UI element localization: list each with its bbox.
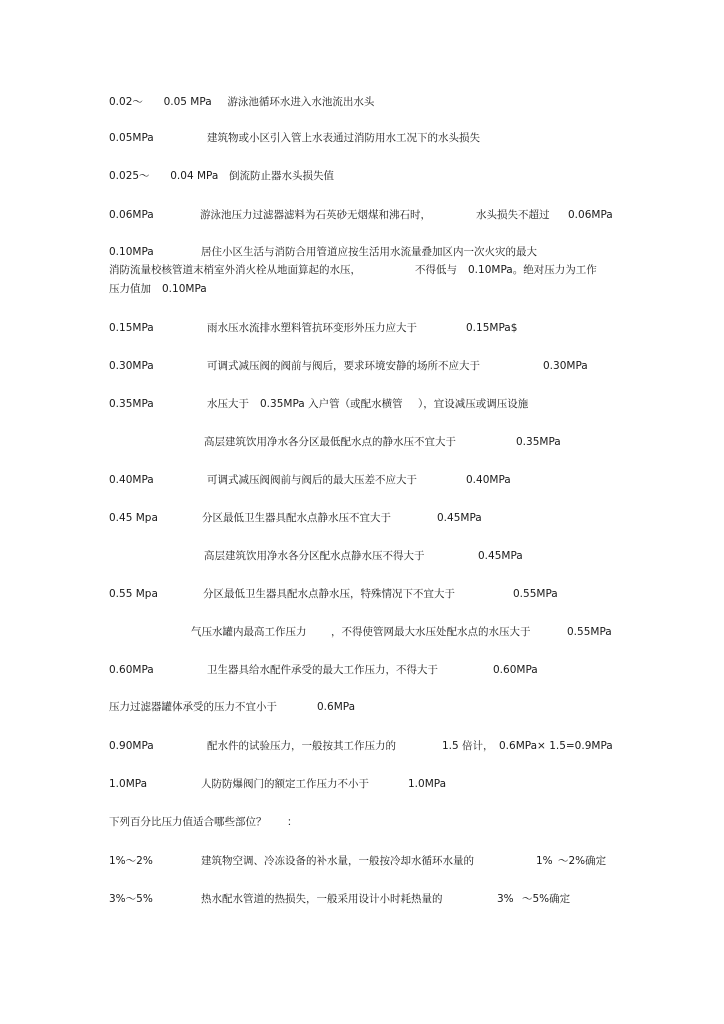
entry-description: 建筑物或小区引入管上水表通过消防用水工况下的水头损失 [207, 132, 480, 144]
entry-value-ref: 3% [497, 893, 514, 905]
pressure-value-upper: 0.04 MPa [170, 170, 219, 182]
entry-row [109, 169, 334, 183]
pressure-value: 0.025～ [109, 170, 150, 182]
entry-description: 雨水压水流排水塑料管抗环变形外压力应大于 [207, 322, 417, 334]
entry-value-ref: 0.10MPa [162, 283, 207, 295]
pressure-value: 0.45 Mpa [109, 512, 158, 524]
section-question-colon: ： [287, 816, 298, 828]
entry-value-ref: 0.06MPa [568, 209, 613, 221]
entry-description-cont: 压力值加 [109, 283, 151, 295]
pressure-value: 0.05MPa [109, 132, 154, 144]
entry-value-ref: 0.35MPa [516, 436, 561, 448]
pressure-value: 1.0MPa [109, 778, 148, 790]
entry-description: 气压水罐内最高工作压力 [191, 626, 307, 638]
entry-value-ref: 0.6MPa× 1.5=0.9MPa [499, 740, 613, 752]
entry-value-ref: ～2%确定 [558, 855, 607, 867]
entry-description: 热水配水管道的热损失，一般采用设计小时耗热量的 [201, 893, 443, 905]
entry-description: 建筑物空调、冷冻设备的补水量，一般按冷却水循环水量的 [201, 855, 474, 867]
entry-description: 游泳池循环水进入水池流出水头 [227, 96, 375, 108]
entry-description: 可调式减压阀的阀前与阀后，要求环境安静的场所不应大于 [207, 360, 480, 372]
entry-description: 分区最低卫生器具配水点静水压，特殊情况下不宜大于 [203, 588, 455, 600]
entry-description: 倒流防止器水头损失值 [229, 170, 335, 182]
pressure-value-upper: 0.05 MPa [163, 96, 212, 108]
entry-value-ref: 0.45MPa [437, 512, 482, 524]
entry-value-ref: 1% [536, 855, 553, 867]
entry-value-ref: 0.60MPa [493, 664, 538, 676]
entry-description: 压力过滤器罐体承受的压力不宜小于 [109, 701, 277, 713]
entry-description: 水压大于 [207, 398, 249, 410]
entry-value-ref: 0.55MPa [567, 626, 612, 638]
percentage-value: 1%～2% [109, 855, 153, 867]
entry-description-extra: ），宜设减压或调压设施 [418, 398, 529, 410]
entry-description-extra: 1.5 倍计， [442, 740, 494, 752]
entry-row [109, 131, 154, 145]
entry-description: 可调式减压阀阀前与阀后的最大压差不应大于 [207, 474, 417, 486]
entry-value-ref: ～5%确定 [522, 893, 571, 905]
entry-value-ref: 1.0MPa [408, 778, 447, 790]
pressure-value: 0.06MPa [109, 209, 154, 221]
entry-description: 卫生器具给水配件承受的最大工作压力，不得大于 [207, 664, 438, 676]
entry-value-ref: 0.40MPa [466, 474, 511, 486]
pressure-value: 0.60MPa [109, 664, 154, 676]
entry-description-extra: 水头损失不超过 [476, 209, 550, 221]
entry-description: 配水件的试验压力，一般按其工作压力的 [207, 740, 396, 752]
pressure-value: 0.15MPa [109, 322, 154, 334]
entry-description-cont: 消防流量校核管道末梢室外消火栓从地面算起的水压， [109, 264, 361, 276]
entry-description-extra: ，不得使管网最大水压处配水点的水压大于 [331, 626, 531, 638]
section-question: 下列百分比压力值适合哪些部位？ [109, 816, 267, 828]
entry-description-cont: 0.10MPa。绝对压力为工作 [468, 264, 597, 276]
pressure-value: 0.55 Mpa [109, 588, 158, 600]
entry-description-cont: 不得低与 [415, 264, 457, 276]
pressure-value: 0.35MPa [109, 398, 154, 410]
pressure-value: 0.40MPa [109, 474, 154, 486]
entry-description: 分区最低卫生器具配水点静水压不宜大于 [202, 512, 391, 524]
percentage-value: 3%～5% [109, 893, 153, 905]
pressure-value: 0.02～ [109, 96, 143, 108]
entry-value-ref: 0.30MPa [543, 360, 588, 372]
entry-value-ref: 0.55MPa [513, 588, 558, 600]
entry-value-ref: 0.6MPa [317, 701, 356, 713]
entry-description: 居住小区生活与消防合用管道应按生活用水流量叠加区内一次火灾的最大 [201, 246, 537, 258]
entry-value-ref: 0.45MPa [478, 550, 523, 562]
pressure-value: 0.30MPa [109, 360, 154, 372]
entry-description-extra: 0.35MPa 入户管（或配水横管 [260, 398, 403, 410]
entry-row [109, 95, 374, 109]
pressure-value: 0.90MPa [109, 740, 154, 752]
entry-description: 游泳池压力过滤器滤料为石英砂无烟煤和沸石时， [200, 209, 431, 221]
entry-description: 人防防爆阀门的额定工作压力不小于 [201, 778, 369, 790]
entry-description: 高层建筑饮用净水各分区配水点静水压不得大于 [204, 550, 425, 562]
pressure-value: 0.10MPa [109, 246, 154, 258]
entry-description: 高层建筑饮用净水各分区最低配水点的静水压不宜大于 [204, 436, 456, 448]
entry-value-ref: 0.15MPa$ [466, 322, 518, 334]
